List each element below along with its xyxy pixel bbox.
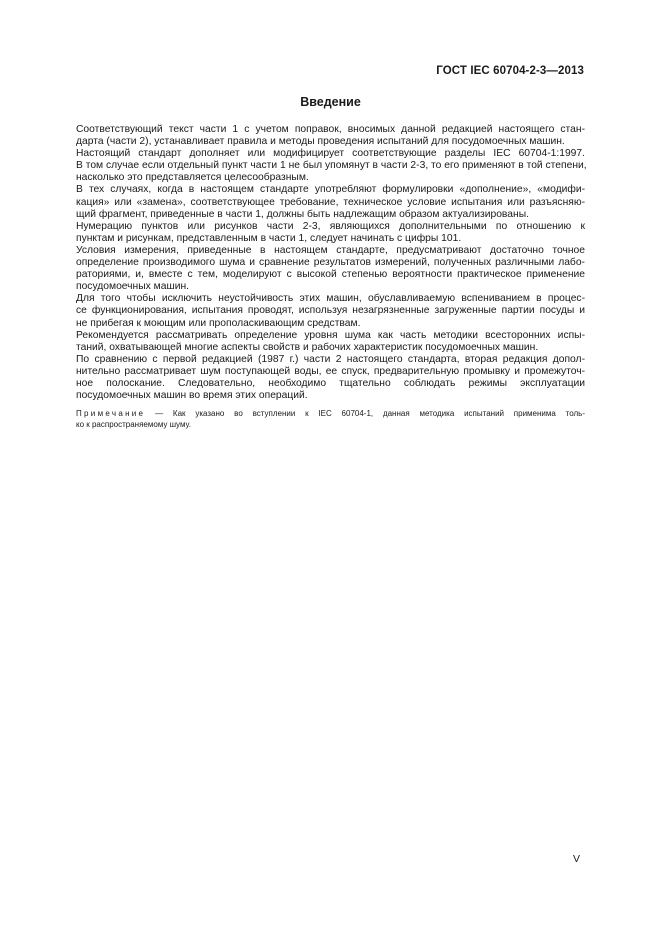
text-line: По сравнению с первой редакцией (1987 г.) части 2 настоящего стандарта, вторая редакция допол- bbox=[76, 353, 585, 365]
text-line: ное полоскание. Следовательно, необходимо тщательно соблюдать режимы эксплуатации bbox=[76, 377, 585, 389]
standard-header: ГОСТ IEC 60704-2-3—2013 bbox=[436, 65, 584, 77]
text-line: не прибегая к моющим или прополаскивающим средствам. bbox=[76, 317, 361, 329]
text-line: В том случае если отдельный пункт части 1 не был упомянут в части 2-3, то его применяют в той степени, bbox=[76, 160, 587, 172]
note-line bbox=[76, 408, 585, 419]
paragraph bbox=[76, 293, 585, 329]
paragraph bbox=[76, 221, 585, 245]
text-line: посудомоечных машин. bbox=[76, 281, 190, 293]
line-text: Соответствующий текст части 1 с учетом поправок, вносимых данной редакцией настоящего стан- bbox=[76, 124, 585, 135]
paragraph bbox=[76, 148, 585, 184]
paragraph bbox=[76, 124, 585, 148]
text-line: Условия измерения, приведенные в настоящем стандарте, предусматривают достаточно точное bbox=[76, 244, 585, 256]
paragraph bbox=[76, 354, 585, 402]
text-line: Нумерацию пунктов или рисунков части 2-3, являющихся дополнительными по отношению к bbox=[76, 220, 585, 232]
text-line bbox=[76, 124, 585, 136]
paragraph bbox=[76, 184, 585, 220]
text-line: дарта (части 2), устанавливает правила и методы проведения испытаний для посудомоечных машин. bbox=[76, 136, 565, 148]
text-line: раториями, и, вместе с тем, моделируют с высокой степенью вероятности практическое применение bbox=[76, 269, 585, 281]
paragraph bbox=[76, 330, 585, 354]
text-line: Рекомендуется рассматривать определение уровня шума как часть методики всесторонних испы- bbox=[76, 329, 585, 341]
text-line: Для того чтобы исключить неустойчивость этих машин, обуславливаемую вспениванием в процес- bbox=[76, 293, 585, 305]
note-label: Примечание bbox=[76, 409, 146, 419]
note-text: — Как указано во вступлении к IEC 60704-1, данная методика испытаний применима толь- bbox=[145, 409, 585, 419]
section-title: Введение bbox=[300, 95, 361, 109]
text-line: Настоящий стандарт дополняет или модифицирует соответствующие разделы IEC 60704-1:1997. bbox=[76, 148, 585, 160]
note-line: ко к распространяемому шуму. bbox=[76, 420, 191, 430]
text-line: В тех случаях, когда в настоящем стандарте употребляют формулировки «дополнение», «модифи- bbox=[76, 184, 585, 196]
text-line: се функционирования, испытания проводят, используя незагрязненные загруженные партии посуды и bbox=[76, 305, 585, 317]
text-line: таний, охватывающей многие аспекты свойств и рабочих характеристик посудомоечных машин. bbox=[76, 341, 539, 353]
text-line: кация» или «замена», соответствующее требование, техническое условие испытания или разъясняю- bbox=[76, 196, 585, 208]
text-line: нительно рассматривает шум поступающей воды, ее спуск, предварительную промывку и промежуточ- bbox=[76, 365, 585, 377]
text-line: насколько это представляется целесообразным. bbox=[76, 172, 309, 184]
text-line: щий фрагмент, приведенные в части 1, должны быть надлежащим образом актуализированы. bbox=[76, 208, 529, 220]
text-line: посудомоечных машин во время этих операций. bbox=[76, 390, 308, 402]
introduction-body bbox=[76, 124, 585, 430]
text-line: пунктам и рисункам, представленным в части 1, следует начинать с цифры 101. bbox=[76, 232, 462, 244]
note bbox=[76, 408, 585, 430]
paragraph bbox=[76, 245, 585, 293]
text-line: определение производимого шума и сравнение результатов измерений, полученных различными лабо- bbox=[76, 257, 585, 269]
page-number: V bbox=[572, 853, 580, 865]
